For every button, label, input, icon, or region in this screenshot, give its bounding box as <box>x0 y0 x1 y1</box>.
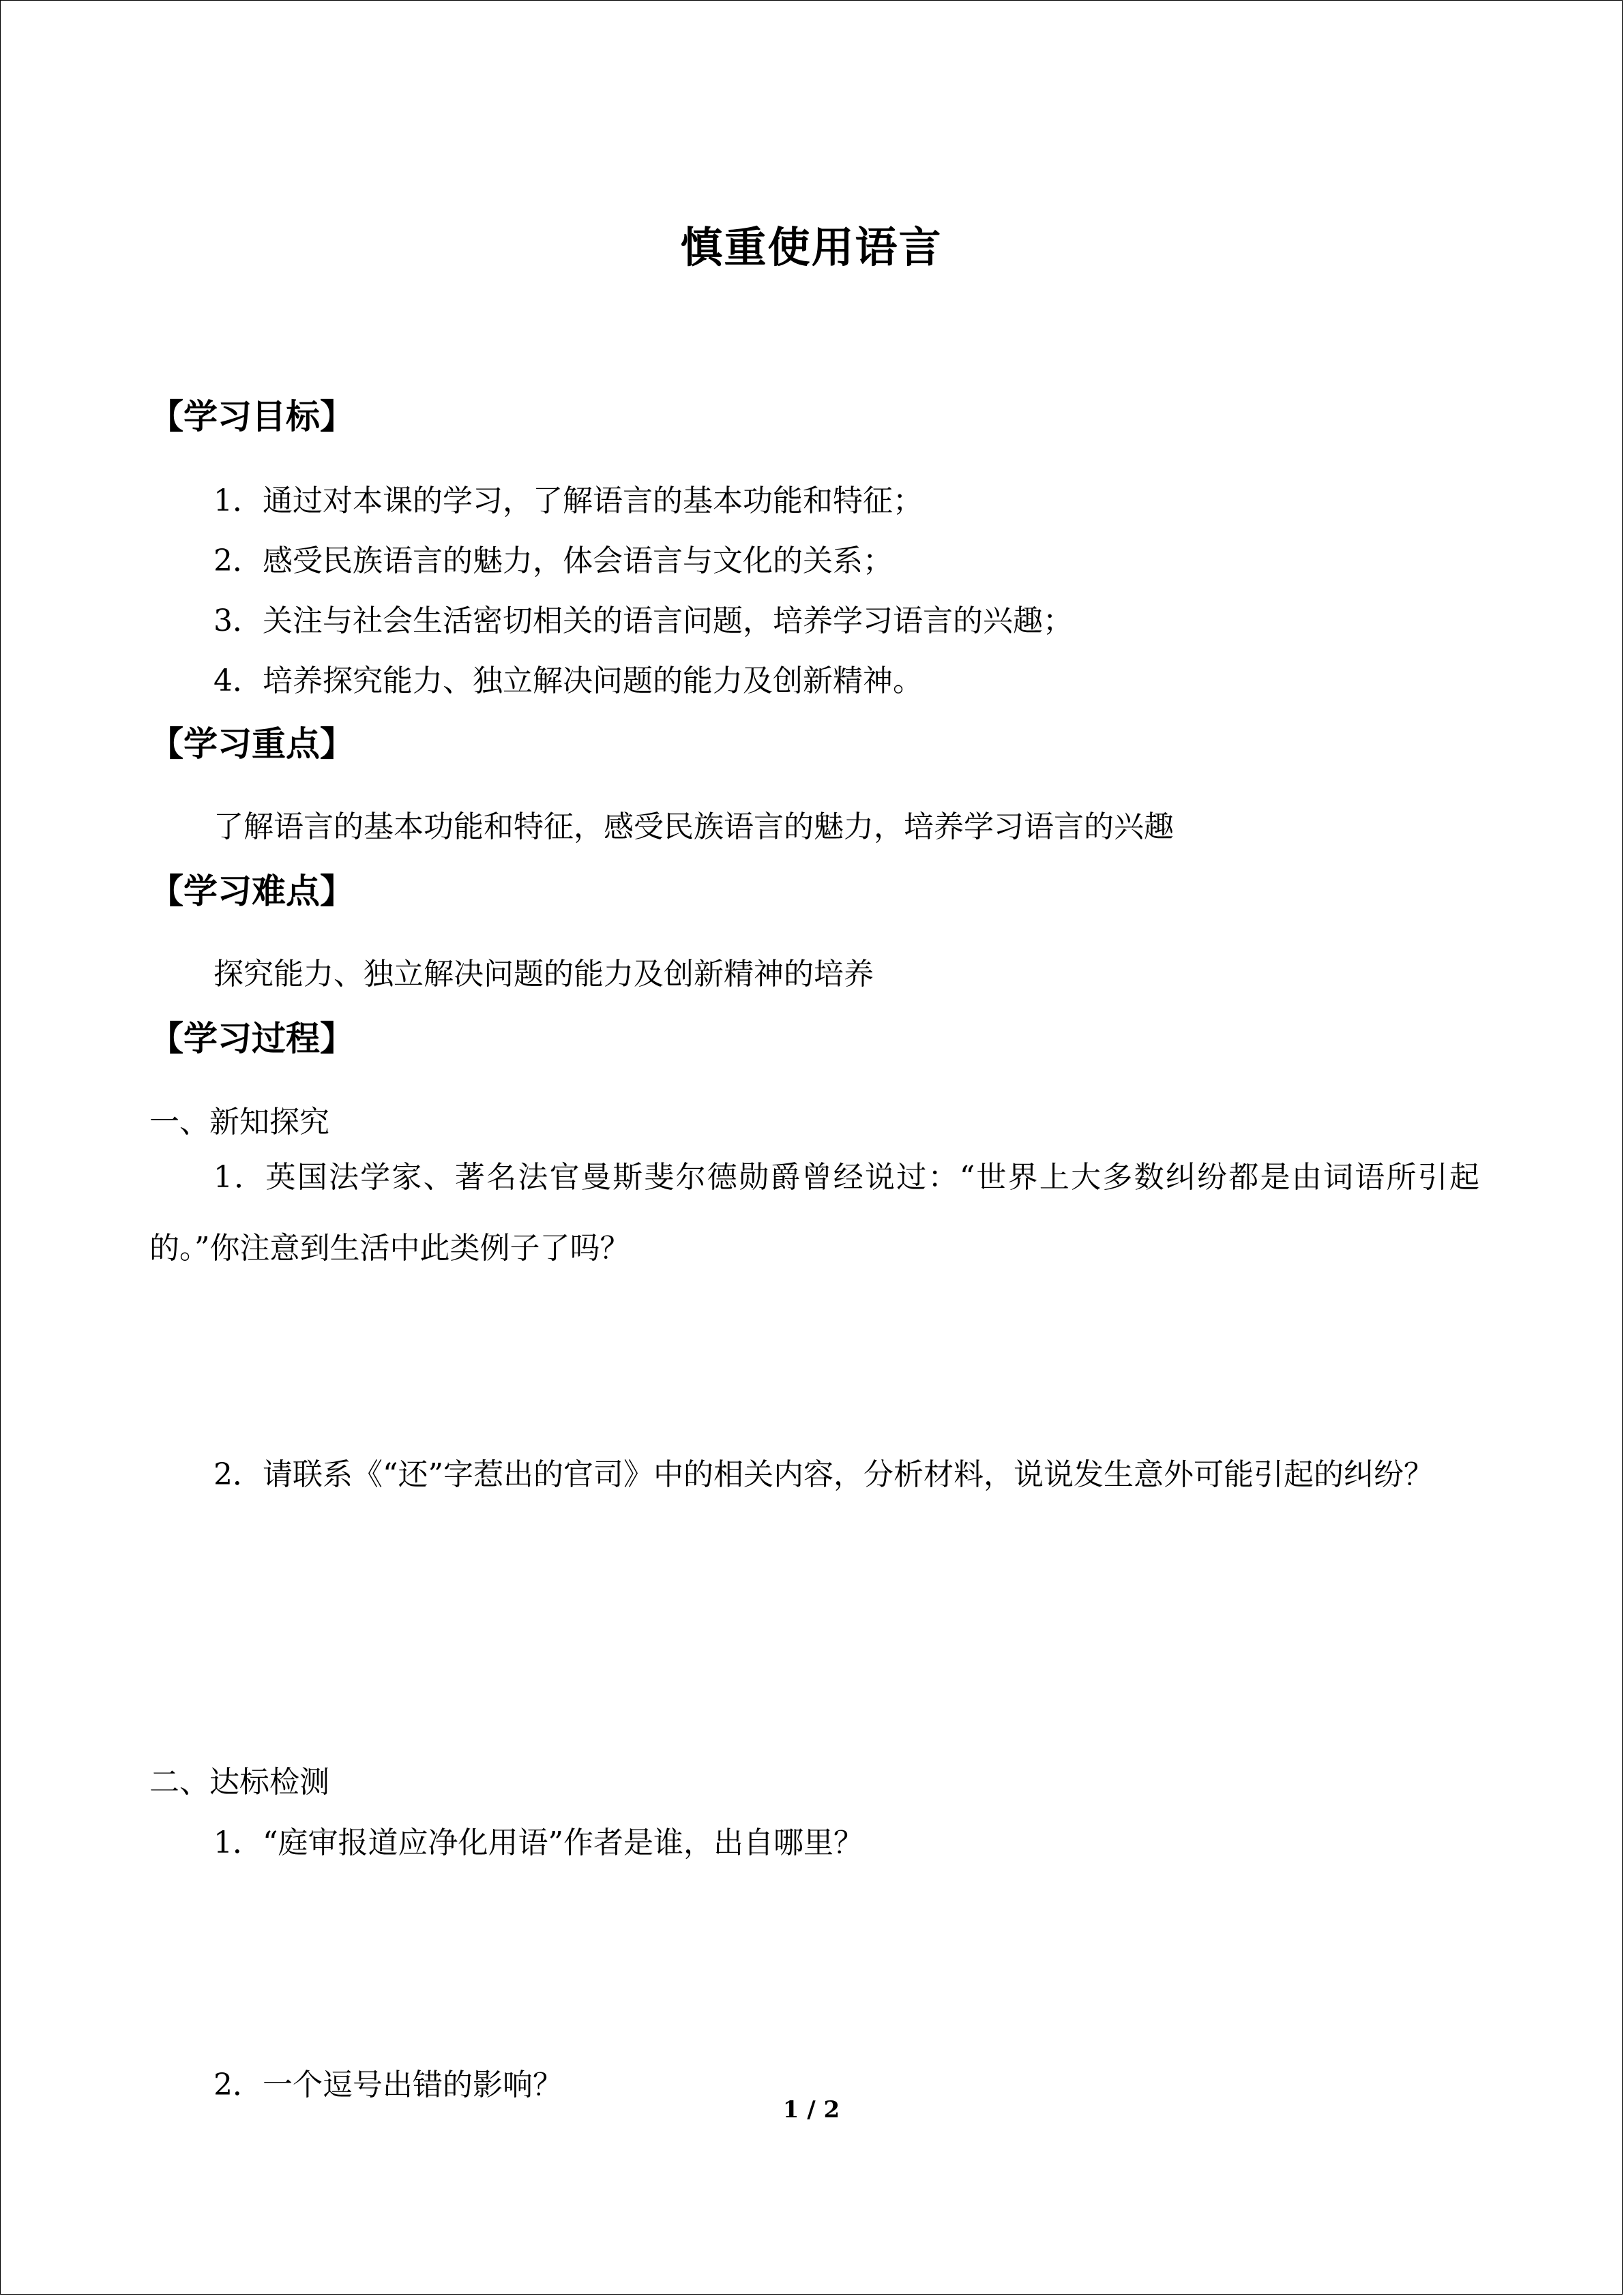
page-number: 1 / 2 <box>782 2096 840 2123</box>
heading-learning-goals: 【学习目标】 <box>149 397 354 436</box>
goal-item-1: 1．通过对本课的学习，了解语言的基本功能和特征； <box>213 483 923 518</box>
document-title: 慎重使用语言 <box>680 222 943 272</box>
part1-question-1: 1．英国法学家、著名法官曼斯斐尔德勋爵曾经说过：“世界上大多数纠纷都是由词语所引起的。”你注意到生活中此类例子了吗？ <box>149 1160 1479 1266</box>
goal-item-2: 2．感受民族语言的魅力，体会语言与文化的关系； <box>213 543 893 578</box>
part2-question-2: 2．一个逗号出错的影响？ <box>213 2068 563 2102</box>
part2-label: 二、达标检测 <box>149 1765 329 1800</box>
part1-question-2: 2．请联系《“还”字惹出的官司》中的相关内容，分析材料，说说发生意外可能引起的纠纷？ <box>213 1457 1434 1492</box>
heading-learning-process: 【学习过程】 <box>149 1019 354 1058</box>
part1-label: 一、新知探究 <box>149 1105 329 1139</box>
goal-item-4: 4．培养探究能力、独立解决问题的能力及创新精神。 <box>213 664 923 698</box>
heading-key-points: 【学习重点】 <box>149 724 354 764</box>
heading-difficulties: 【学习难点】 <box>149 871 354 911</box>
goal-item-3: 3．关注与社会生活密切相关的语言问题，培养学习语言的兴趣； <box>213 603 1073 638</box>
part2-question-1: 1．“庭审报道应净化用语”作者是谁，出自哪里？ <box>213 1825 863 1860</box>
key-points-text: 了解语言的基本功能和特征，感受民族语言的魅力，培养学习语言的兴趣 <box>213 809 1174 844</box>
difficulties-text: 探究能力、独立解决问题的能力及创新精神的培养 <box>213 957 874 992</box>
